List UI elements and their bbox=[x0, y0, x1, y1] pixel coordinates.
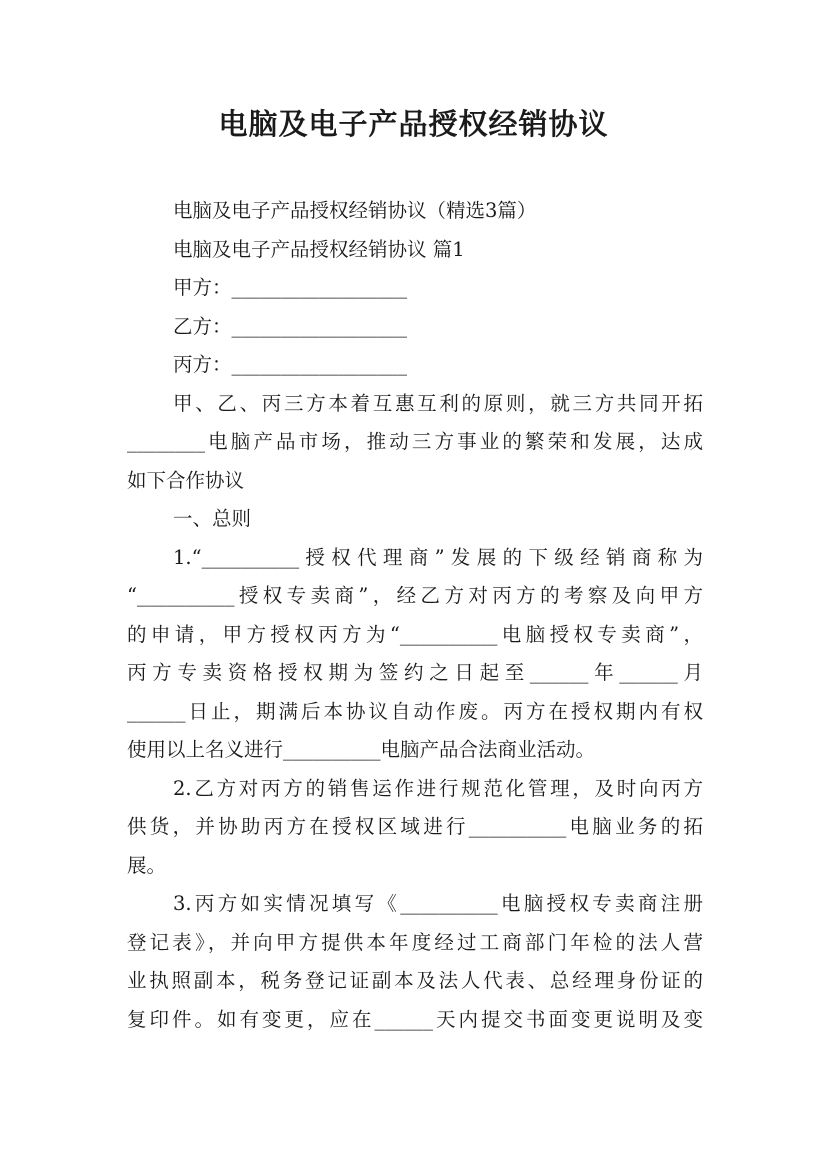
text-line: 展。 bbox=[127, 853, 167, 877]
text-line: ________电脑产品市场，推动三方事业的繁荣和发展，达成 bbox=[127, 430, 703, 453]
text-line: 电脑及电子产品授权经销协议 篇1 bbox=[173, 237, 465, 261]
text-line: 丙方专卖资格授权期为签约之日起至______年______月 bbox=[127, 661, 703, 684]
text-line: 乙方：__________________ bbox=[173, 314, 408, 338]
text-line: ______日止，期满后本协议自动作废。丙方在授权期内有权 bbox=[127, 699, 703, 723]
text-line: 甲、乙、丙三方本着互惠互利的原则，就三方共同开拓 bbox=[173, 391, 703, 415]
text-line: “__________授权专卖商”，经乙方对丙方的考察及向甲方 bbox=[127, 584, 703, 607]
text-line: 甲方：__________________ bbox=[173, 276, 408, 299]
text-line: 如下合作协议 bbox=[127, 468, 245, 492]
document-title: 电脑及电子产品授权经销协议 bbox=[218, 107, 609, 141]
text-line: 2.乙方对丙方的销售运作进行规范化管理，及时向丙方 bbox=[173, 776, 703, 800]
text-line: 丙方：__________________ bbox=[173, 353, 408, 376]
text-line: 电脑及电子产品授权经销协议（精选3篇） bbox=[173, 199, 537, 222]
text-line: 的申请，甲方授权丙方为“__________电脑授权专卖商”， bbox=[127, 622, 703, 646]
text-line: 使用以上名义进行__________电脑产品合法商业活动。 bbox=[127, 738, 596, 761]
text-line: 业执照副本，税务登记证副本及法人代表、总经理身份证的 bbox=[127, 969, 703, 992]
text-line: 3.丙方如实情况填写《__________电脑授权专卖商注册 bbox=[173, 892, 703, 915]
text-line: 1.“__________授权代理商”发展的下级经销商称为 bbox=[173, 545, 703, 569]
section-heading: 一、总则 bbox=[173, 507, 252, 530]
text-line: 供货，并协助丙方在授权区域进行__________电脑业务的拓 bbox=[127, 815, 703, 838]
document-body bbox=[127, 192, 703, 1039]
text-line: 复印件。如有变更，应在______天内提交书面变更说明及变 bbox=[127, 1007, 703, 1031]
text-line: 登记表》，并向甲方提供本年度经过工商部门年检的法人营 bbox=[127, 930, 703, 954]
